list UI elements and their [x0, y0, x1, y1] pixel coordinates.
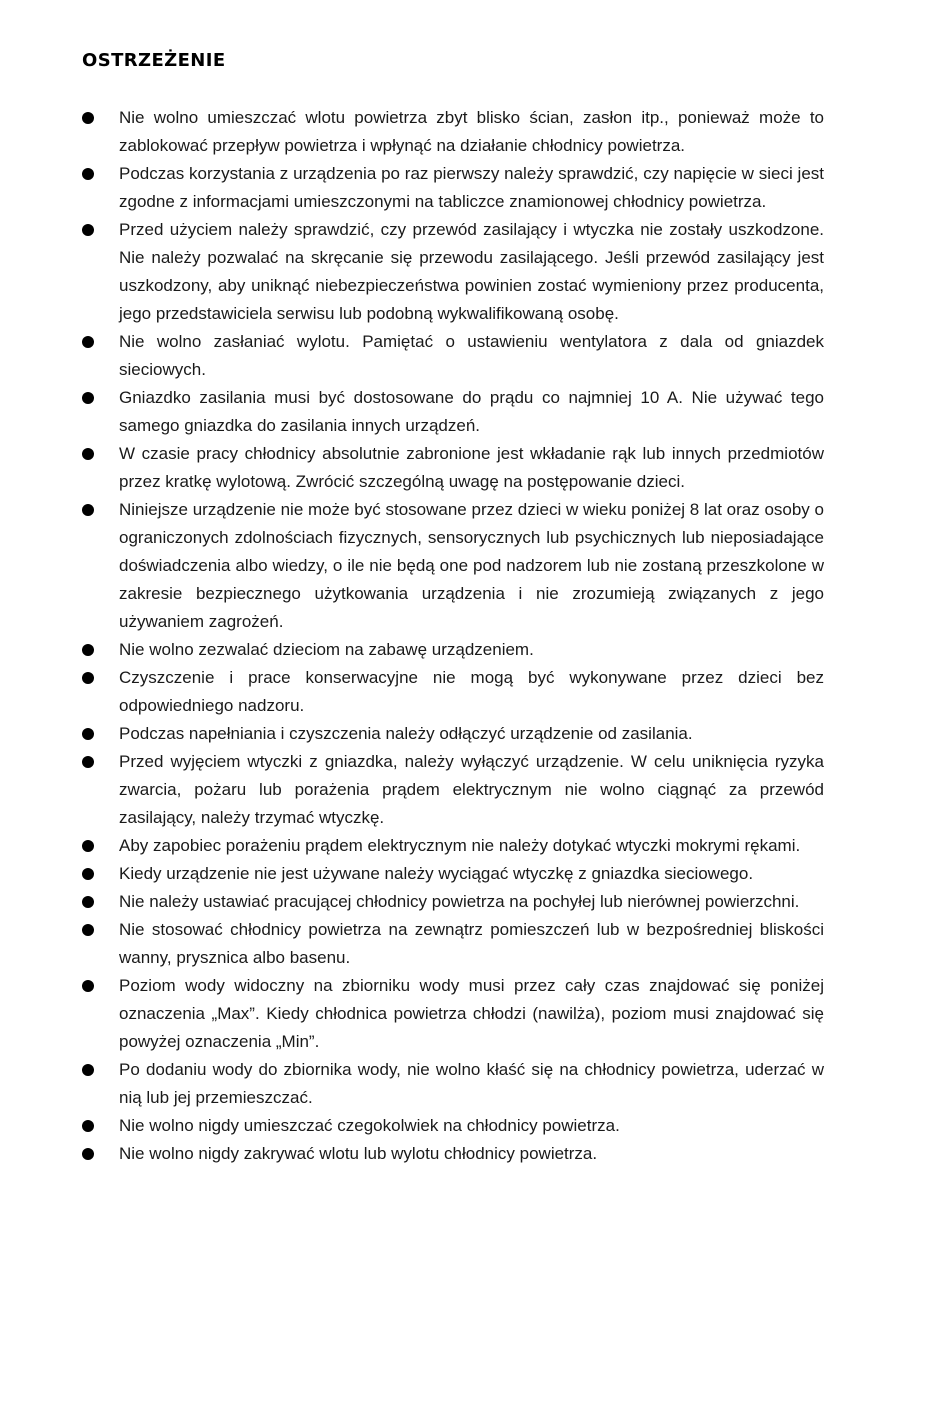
warning-text: W czasie pracy chłodnicy absolutnie zabronione jest wkładanie rąk lub innych przedmiotów przez kratkę wylotową. Zwrócić szczególną uwagę na postępowanie dzieci.: [119, 444, 824, 491]
warning-text: Poziom wody widoczny na zbiorniku wody musi przez cały czas znajdować się poniżej oznaczenia „Max”. Kiedy chłodnica powietrza chłodzi (nawilża), poziom musi znajdować się powyżej oznaczenia „Min”.: [119, 976, 824, 1051]
bullet-icon: [82, 448, 94, 460]
warning-item: [0, 636, 824, 664]
warning-item: [0, 664, 824, 720]
bullet-icon: [82, 168, 94, 180]
warning-item: [0, 1140, 824, 1168]
warning-text: Nie wolno zezwalać dzieciom na zabawę urządzeniem.: [119, 640, 534, 659]
warning-item: [0, 328, 824, 384]
warning-text: Nie stosować chłodnicy powietrza na zewnątrz pomieszczeń lub w bezpośredniej bliskości wanny, prysznica albo basenu.: [119, 920, 824, 967]
bullet-icon: [82, 896, 94, 908]
bullet-icon: [82, 1120, 94, 1132]
warning-text: Podczas korzystania z urządzenia po raz pierwszy należy sprawdzić, czy napięcie w sieci jest zgodne z informacjami umieszczonymi na tabliczce znamionowej chłodnicy powietrza.: [119, 164, 824, 211]
bullet-icon: [82, 840, 94, 852]
warning-item: [0, 720, 824, 748]
warning-item: [0, 1112, 824, 1140]
warning-item: [0, 384, 824, 440]
warning-item: [0, 1056, 824, 1112]
bullet-icon: [82, 868, 94, 880]
warning-text: Nie wolno nigdy umieszczać czegokolwiek na chłodnicy powietrza.: [119, 1116, 620, 1135]
warning-item: [0, 748, 824, 832]
warning-item: [0, 860, 824, 888]
warning-item: [0, 832, 824, 860]
warning-text: Przed użyciem należy sprawdzić, czy przewód zasilający i wtyczka nie zostały uszkodzone. Nie należy pozwalać na skręcanie się przewodu zasilającego. Jeśli przewód zasilający jest uszkodzony, aby uniknąć niebezpieczeństwa powinien zostać wymieniony przez producenta, jego przedstawiciela serwisu lub podobną wykwalifikowaną osobę.: [119, 220, 824, 323]
bullet-icon: [82, 1148, 94, 1160]
warning-text: Niniejsze urządzenie nie może być stosowane przez dzieci w wieku poniżej 8 lat oraz osoby o ograniczonych zdolnościach fizycznych, sensorycznych lub psychicznych lub nieposiadające doświadczenia albo wiedzy, o ile nie będą one pod nadzorem lub nie zostaną przeszkolone w zakresie bezpiecznego użytkowania urządzenia i nie zrozumieją związanych z jego używaniem zagrożeń.: [119, 500, 824, 631]
bullet-icon: [82, 392, 94, 404]
bullet-icon: [82, 644, 94, 656]
bullet-icon: [82, 336, 94, 348]
bullet-icon: [82, 980, 94, 992]
bullet-icon: [82, 756, 94, 768]
warning-item: [0, 216, 824, 328]
warning-text: Gniazdko zasilania musi być dostosowane do prądu co najmniej 10 A. Nie używać tego samego gniazdka do zasilania innych urządzeń.: [119, 388, 824, 435]
bullet-icon: [82, 504, 94, 516]
bullet-icon: [82, 728, 94, 740]
bullet-icon: [82, 224, 94, 236]
bullet-icon: [82, 1064, 94, 1076]
warning-text: Nie wolno zasłaniać wylotu. Pamiętać o ustawieniu wentylatora z dala od gniazdek sieciowych.: [119, 332, 824, 379]
warning-item: [0, 916, 824, 972]
warning-text: Czyszczenie i prace konserwacyjne nie mogą być wykonywane przez dzieci bez odpowiedniego nadzoru.: [119, 668, 824, 715]
bullet-icon: [82, 112, 94, 124]
warning-item: [0, 160, 824, 216]
warning-list: [0, 104, 950, 1168]
bullet-icon: [82, 672, 94, 684]
warning-text: Kiedy urządzenie nie jest używane należy wyciągać wtyczkę z gniazdka sieciowego.: [119, 864, 754, 883]
warning-text: Nie wolno umieszczać wlotu powietrza zbyt blisko ścian, zasłon itp., ponieważ może to zablokować przepływ powietrza i wpłynąć na działanie chłodnicy powietrza.: [119, 108, 824, 155]
warning-text: Podczas napełniania i czyszczenia należy odłączyć urządzenie od zasilania.: [119, 724, 693, 743]
warning-heading: OSTRZEŻENIE: [82, 50, 226, 71]
warning-text: Po dodaniu wody do zbiornika wody, nie wolno kłaść się na chłodnicy powietrza, uderzać w nią lub jej przemieszczać.: [119, 1060, 824, 1107]
warning-item: [0, 972, 824, 1056]
warning-text: Nie wolno nigdy zakrywać wlotu lub wylotu chłodnicy powietrza.: [119, 1144, 598, 1163]
warning-text: Nie należy ustawiać pracującej chłodnicy powietrza na pochyłej lub nierównej powierzchni.: [119, 892, 800, 911]
bullet-icon: [82, 924, 94, 936]
warning-item: [0, 104, 824, 160]
warning-text: Aby zapobiec porażeniu prądem elektrycznym nie należy dotykać wtyczki mokrymi rękami.: [119, 836, 801, 855]
warning-item: [0, 496, 824, 636]
warning-text: Przed wyjęciem wtyczki z gniazdka, należy wyłączyć urządzenie. W celu uniknięcia ryzyka zwarcia, pożaru lub porażenia prądem elektrycznym nie wolno ciągnąć za przewód zasilający, należy trzymać wtyczkę.: [119, 752, 824, 827]
warning-item: [0, 888, 824, 916]
warning-item: [0, 440, 824, 496]
